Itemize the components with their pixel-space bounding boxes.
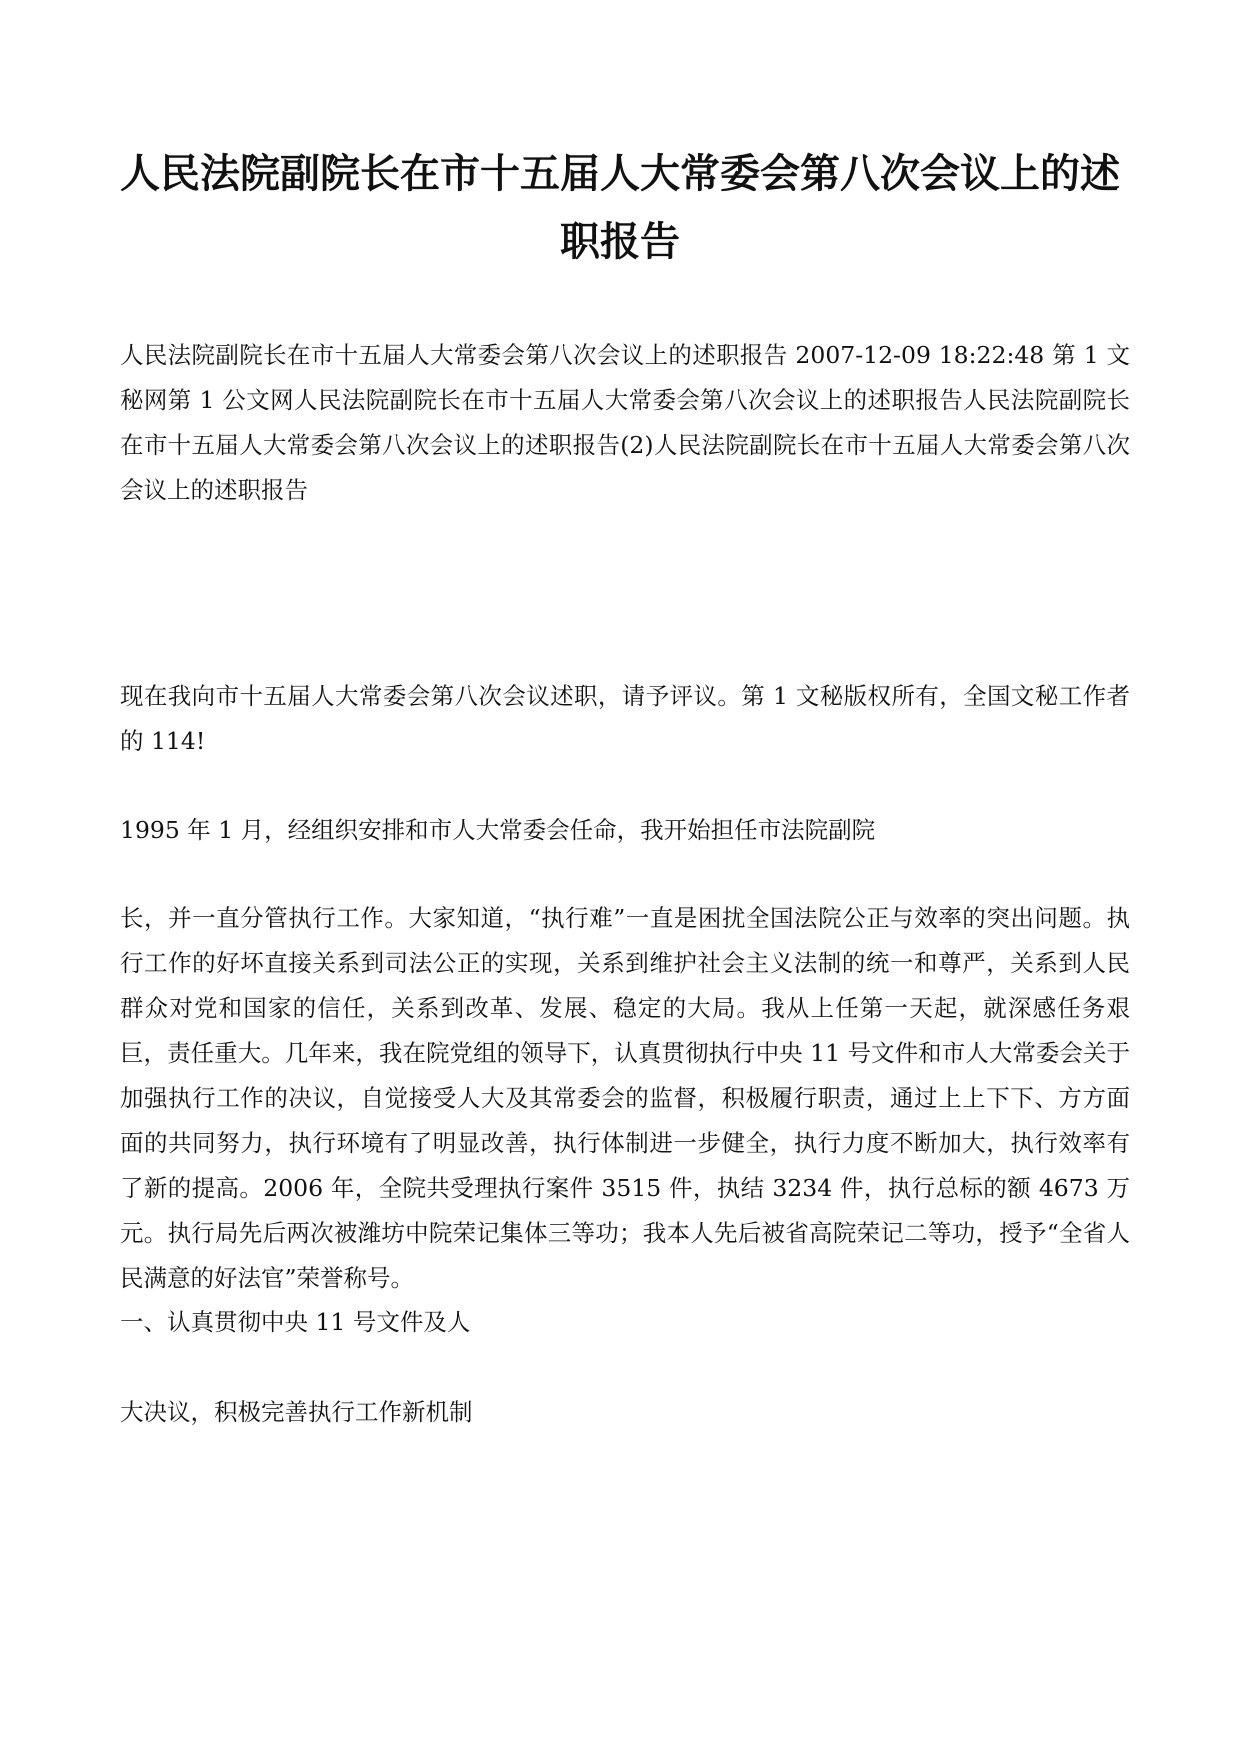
document-title: 人民法院副院长在市十五届人大常委会第八次会议上的述职报告 <box>120 150 1120 265</box>
section-heading: 一、认真贯彻中央 11 号文件及人 <box>120 1308 471 1336</box>
section-heading-continued: 大决议，积极完善执行工作新机制 <box>120 1398 473 1426</box>
body-paragraph: 1995 年 1 月，经组织安排和市人大常委会任命，我开始担任市法院副院 <box>120 816 876 844</box>
intro-paragraph: 人民法院副院长在市十五届人大常委会第八次会议上的述职报告 2007-12-09 18:22:48 第 1 文秘网第 1 公文网人民法院副院长在市十五届人大常委会第八次会议上的述职报告人民法院副院长在市十五届人大常委会第八次会议上的述职报告(2)人民法院副院长在市十五届人大常委会第八次会议上的述职报告 <box>120 341 1130 504</box>
body-paragraph: 现在我向市十五届人大常委会第八次会议述职，请予评议。第 1 文秘版权所有，全国文秘工作者的 114! <box>120 682 1130 755</box>
body-paragraph: 长，并一直分管执行工作。大家知道，“执行难”一直是困扰全国法院公正与效率的突出问题。执行工作的好坏直接关系到司法公正的实现，关系到维护社会主义法制的统一和尊严，关系到人民群众对党和国家的信任，关系到改革、发展、稳定的大局。我从上任第一天起，就深感任务艰巨，责任重大。几年来，我在院党组的领导下，认真贯彻执行中央 11 号文件和市人大常委会关于加强执行工作的决议，自觉接受人大及其常委会的监督，积极履行职责，通过上上下下、方方面面的共同努力，执行环境有了明显改善，执行体制进一步健全，执行力度不断加大，执行效率有了新的提高。2006 年，全院共受理执行案件 3515 件，执结 3234 件，执行总标的额 4673 万元。执行局先后两次被潍坊中院荣记集体三等功；我本人先后被省高院荣记二等功，授予“全省人民满意的好法官”荣誉称号。 <box>120 904 1130 1292</box>
